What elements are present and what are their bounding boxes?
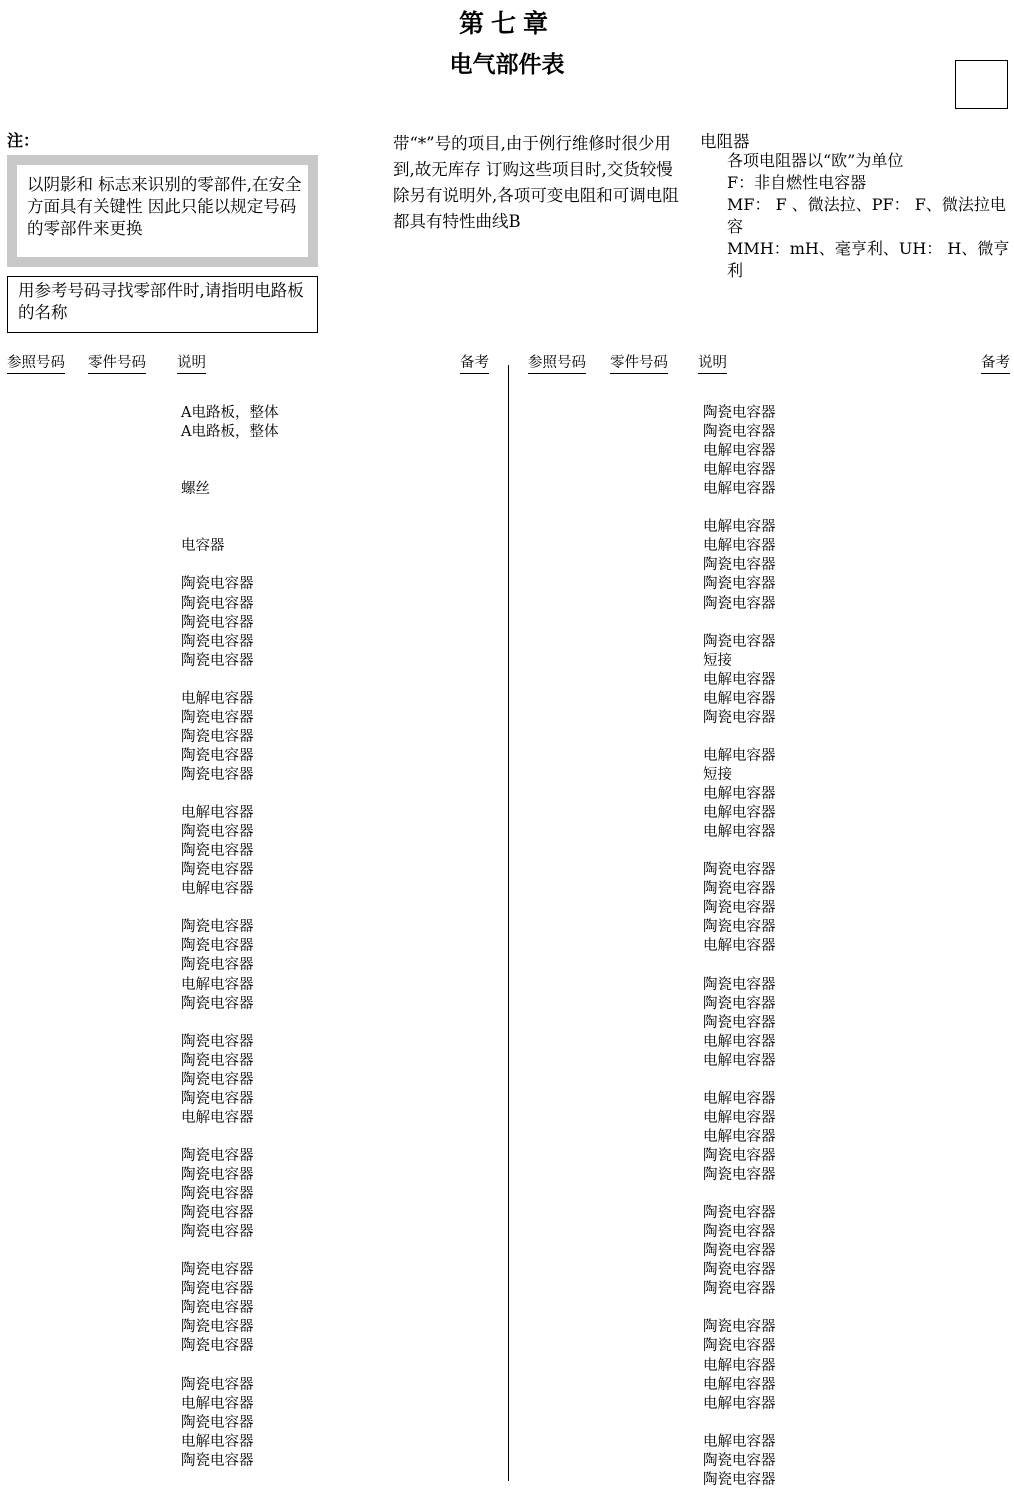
part-description: 陶瓷电容器 xyxy=(703,1167,776,1183)
part-description: 陶瓷电容器 xyxy=(181,1224,254,1241)
part-description: 电解电容器 xyxy=(181,1433,254,1450)
part-description: A电路板，整体 xyxy=(181,405,279,421)
part-description: 陶瓷电容器 xyxy=(703,1452,776,1469)
part-description: 电解电容器 xyxy=(703,443,776,460)
part-description: 电解电容器 xyxy=(703,1395,776,1412)
part-description: 电解电容器 xyxy=(703,462,776,479)
part-description: 电解电容器 xyxy=(181,881,254,898)
part-description: 电解电容器 xyxy=(703,824,776,841)
left-header-ref: 参照号码 xyxy=(7,354,65,374)
part-description: 陶瓷电容器 xyxy=(703,1243,776,1260)
part-description: 陶瓷电容器 xyxy=(181,576,254,593)
part-description: 陶瓷电容器 xyxy=(703,1014,776,1031)
part-description: A电路板，整体 xyxy=(181,424,279,441)
part-description: 陶瓷电容器 xyxy=(181,1033,254,1050)
part-description: 电解电容器 xyxy=(703,671,776,688)
part-description: 陶瓷电容器 xyxy=(181,747,254,764)
part-description: 电解电容器 xyxy=(703,538,776,555)
part-description: 陶瓷电容器 xyxy=(703,881,776,898)
resistor-curve-note: 除另有说明外,各项可变电阻和可调电阻都具有特性曲线B xyxy=(393,186,679,231)
part-description: 陶瓷电容器 xyxy=(181,824,254,841)
part-description: 电解电容器 xyxy=(703,938,776,955)
part-description: 陶瓷电容器 xyxy=(181,843,254,860)
part-description: 陶瓷电容器 xyxy=(181,728,254,745)
part-description: 电解电容器 xyxy=(703,805,776,822)
part-description: 陶瓷电容器 xyxy=(703,1319,776,1336)
stock-note: 带“*”号的项目,由于例行维修时很少用到,故无库存 订购这些项目时,交货较慢 xyxy=(393,134,673,179)
part-description: 电解电容器 xyxy=(703,1090,776,1107)
part-description: 陶瓷电容器 xyxy=(703,709,776,726)
part-description: 电解电容器 xyxy=(703,519,776,536)
part-description: 电解电容器 xyxy=(703,786,776,802)
part-description: 陶瓷电容器 xyxy=(181,1262,254,1279)
part-description: 陶瓷电容器 xyxy=(181,1147,254,1164)
note-label: 注： xyxy=(7,131,40,150)
part-description: 陶瓷电容器 xyxy=(181,1052,254,1069)
part-description: 陶瓷电容器 xyxy=(703,995,776,1012)
unit-note-ohm: 各项电阻器以“欧”为单位 xyxy=(727,151,904,170)
column-divider xyxy=(508,365,509,1481)
part-description: 陶瓷电容器 xyxy=(181,995,254,1012)
part-description: 陶瓷电容器 xyxy=(703,424,776,441)
document-title: 电气部件表 xyxy=(449,52,565,78)
part-description: 陶瓷电容器 xyxy=(703,1262,776,1279)
safety-note-text: 以阴影和 标志来识别的零部件,在安全方面具有关键性 因此只能以规定号码的零部件来更换 xyxy=(17,165,308,257)
part-description: 电解电容器 xyxy=(703,1357,776,1374)
left-header-part: 零件号码 xyxy=(88,354,146,374)
right-header-remark: 备考 xyxy=(981,354,1010,374)
part-description: 电解电容器 xyxy=(703,1052,776,1069)
unit-note-f: F：非自燃性电容器 xyxy=(727,173,867,192)
reference-note-box: 用参考号码寻找零部件时,请指明电路板的名称 xyxy=(7,276,318,333)
safety-shaded-box xyxy=(7,155,318,267)
part-description: 陶瓷电容器 xyxy=(703,557,776,574)
part-description: 短接 xyxy=(703,652,732,669)
part-description: 电解电容器 xyxy=(703,1128,776,1145)
part-description: 短接 xyxy=(703,766,732,783)
unit-note-mmh: MMH：mH、毫亨利、UH： H、微亨利 xyxy=(727,239,1010,280)
part-description: 陶瓷电容器 xyxy=(181,1186,254,1203)
part-description: 陶瓷电容器 xyxy=(703,595,776,612)
part-description: 陶瓷电容器 xyxy=(181,595,254,612)
part-description: 陶瓷电容器 xyxy=(181,1319,254,1336)
resistor-heading: 电阻器 xyxy=(700,132,750,151)
right-header-part: 零件号码 xyxy=(610,354,668,374)
part-description: 陶瓷电容器 xyxy=(181,709,254,726)
part-description: 陶瓷电容器 xyxy=(703,1147,776,1164)
part-description: 电解电容器 xyxy=(181,690,254,707)
part-description: 陶瓷电容器 xyxy=(703,1471,776,1488)
part-description: 陶瓷电容器 xyxy=(181,766,254,783)
part-description: 电解电容器 xyxy=(181,805,254,822)
part-description: 电解电容器 xyxy=(703,690,776,707)
part-description: 陶瓷电容器 xyxy=(181,919,254,936)
part-description: 陶瓷电容器 xyxy=(181,957,254,974)
part-description: 陶瓷电容器 xyxy=(181,1300,254,1317)
left-header-desc: 说明 xyxy=(177,354,206,374)
part-description: 电解电容器 xyxy=(181,1109,254,1126)
part-description: 陶瓷电容器 xyxy=(181,614,254,631)
part-description: 陶瓷电容器 xyxy=(703,900,776,917)
part-description: 电解电容器 xyxy=(703,481,776,498)
part-description: 陶瓷电容器 xyxy=(703,405,776,421)
part-description: 陶瓷电容器 xyxy=(703,1281,776,1298)
part-description: 陶瓷电容器 xyxy=(181,652,254,669)
part-description: 陶瓷电容器 xyxy=(181,633,254,650)
chapter-title: 第七章 xyxy=(458,9,555,38)
part-description: 陶瓷电容器 xyxy=(703,919,776,936)
part-description: 螺丝 xyxy=(181,481,210,498)
left-header-remark: 备考 xyxy=(460,354,489,374)
corner-box xyxy=(955,60,1008,109)
part-description: 陶瓷电容器 xyxy=(181,1376,254,1393)
part-description: 陶瓷电容器 xyxy=(181,1090,254,1107)
part-description: 电容器 xyxy=(181,538,225,555)
part-description: 陶瓷电容器 xyxy=(703,1205,776,1222)
part-description: 陶瓷电容器 xyxy=(181,1338,254,1355)
part-description: 电解电容器 xyxy=(703,1376,776,1393)
part-description: 陶瓷电容器 xyxy=(181,1205,254,1222)
unit-notes xyxy=(727,150,1014,282)
part-description: 陶瓷电容器 xyxy=(703,1338,776,1355)
part-description: 电解电容器 xyxy=(181,1395,254,1412)
part-description: 陶瓷电容器 xyxy=(181,1414,254,1431)
right-header-desc: 说明 xyxy=(698,354,727,374)
part-description: 陶瓷电容器 xyxy=(703,576,776,593)
part-description: 陶瓷电容器 xyxy=(181,1167,254,1183)
part-description: 陶瓷电容器 xyxy=(703,633,776,650)
part-description: 陶瓷电容器 xyxy=(181,1071,254,1088)
part-description: 电解电容器 xyxy=(703,747,776,764)
part-description: 电解电容器 xyxy=(703,1433,776,1450)
part-description: 陶瓷电容器 xyxy=(703,1224,776,1241)
part-description: 电解电容器 xyxy=(703,1033,776,1050)
part-description: 电解电容器 xyxy=(181,976,254,993)
middle-notes xyxy=(393,131,688,235)
part-description: 电解电容器 xyxy=(703,1109,776,1126)
part-description: 陶瓷电容器 xyxy=(703,862,776,879)
right-header-ref: 参照号码 xyxy=(528,354,586,374)
part-description: 陶瓷电容器 xyxy=(181,862,254,879)
part-description: 陶瓷电容器 xyxy=(181,1452,254,1469)
part-description: 陶瓷电容器 xyxy=(181,1281,254,1298)
part-description: 陶瓷电容器 xyxy=(703,976,776,993)
part-description: 陶瓷电容器 xyxy=(181,938,254,955)
unit-note-mf: MF： F 、微法拉、PF： F、微法拉电容 xyxy=(727,195,1006,236)
